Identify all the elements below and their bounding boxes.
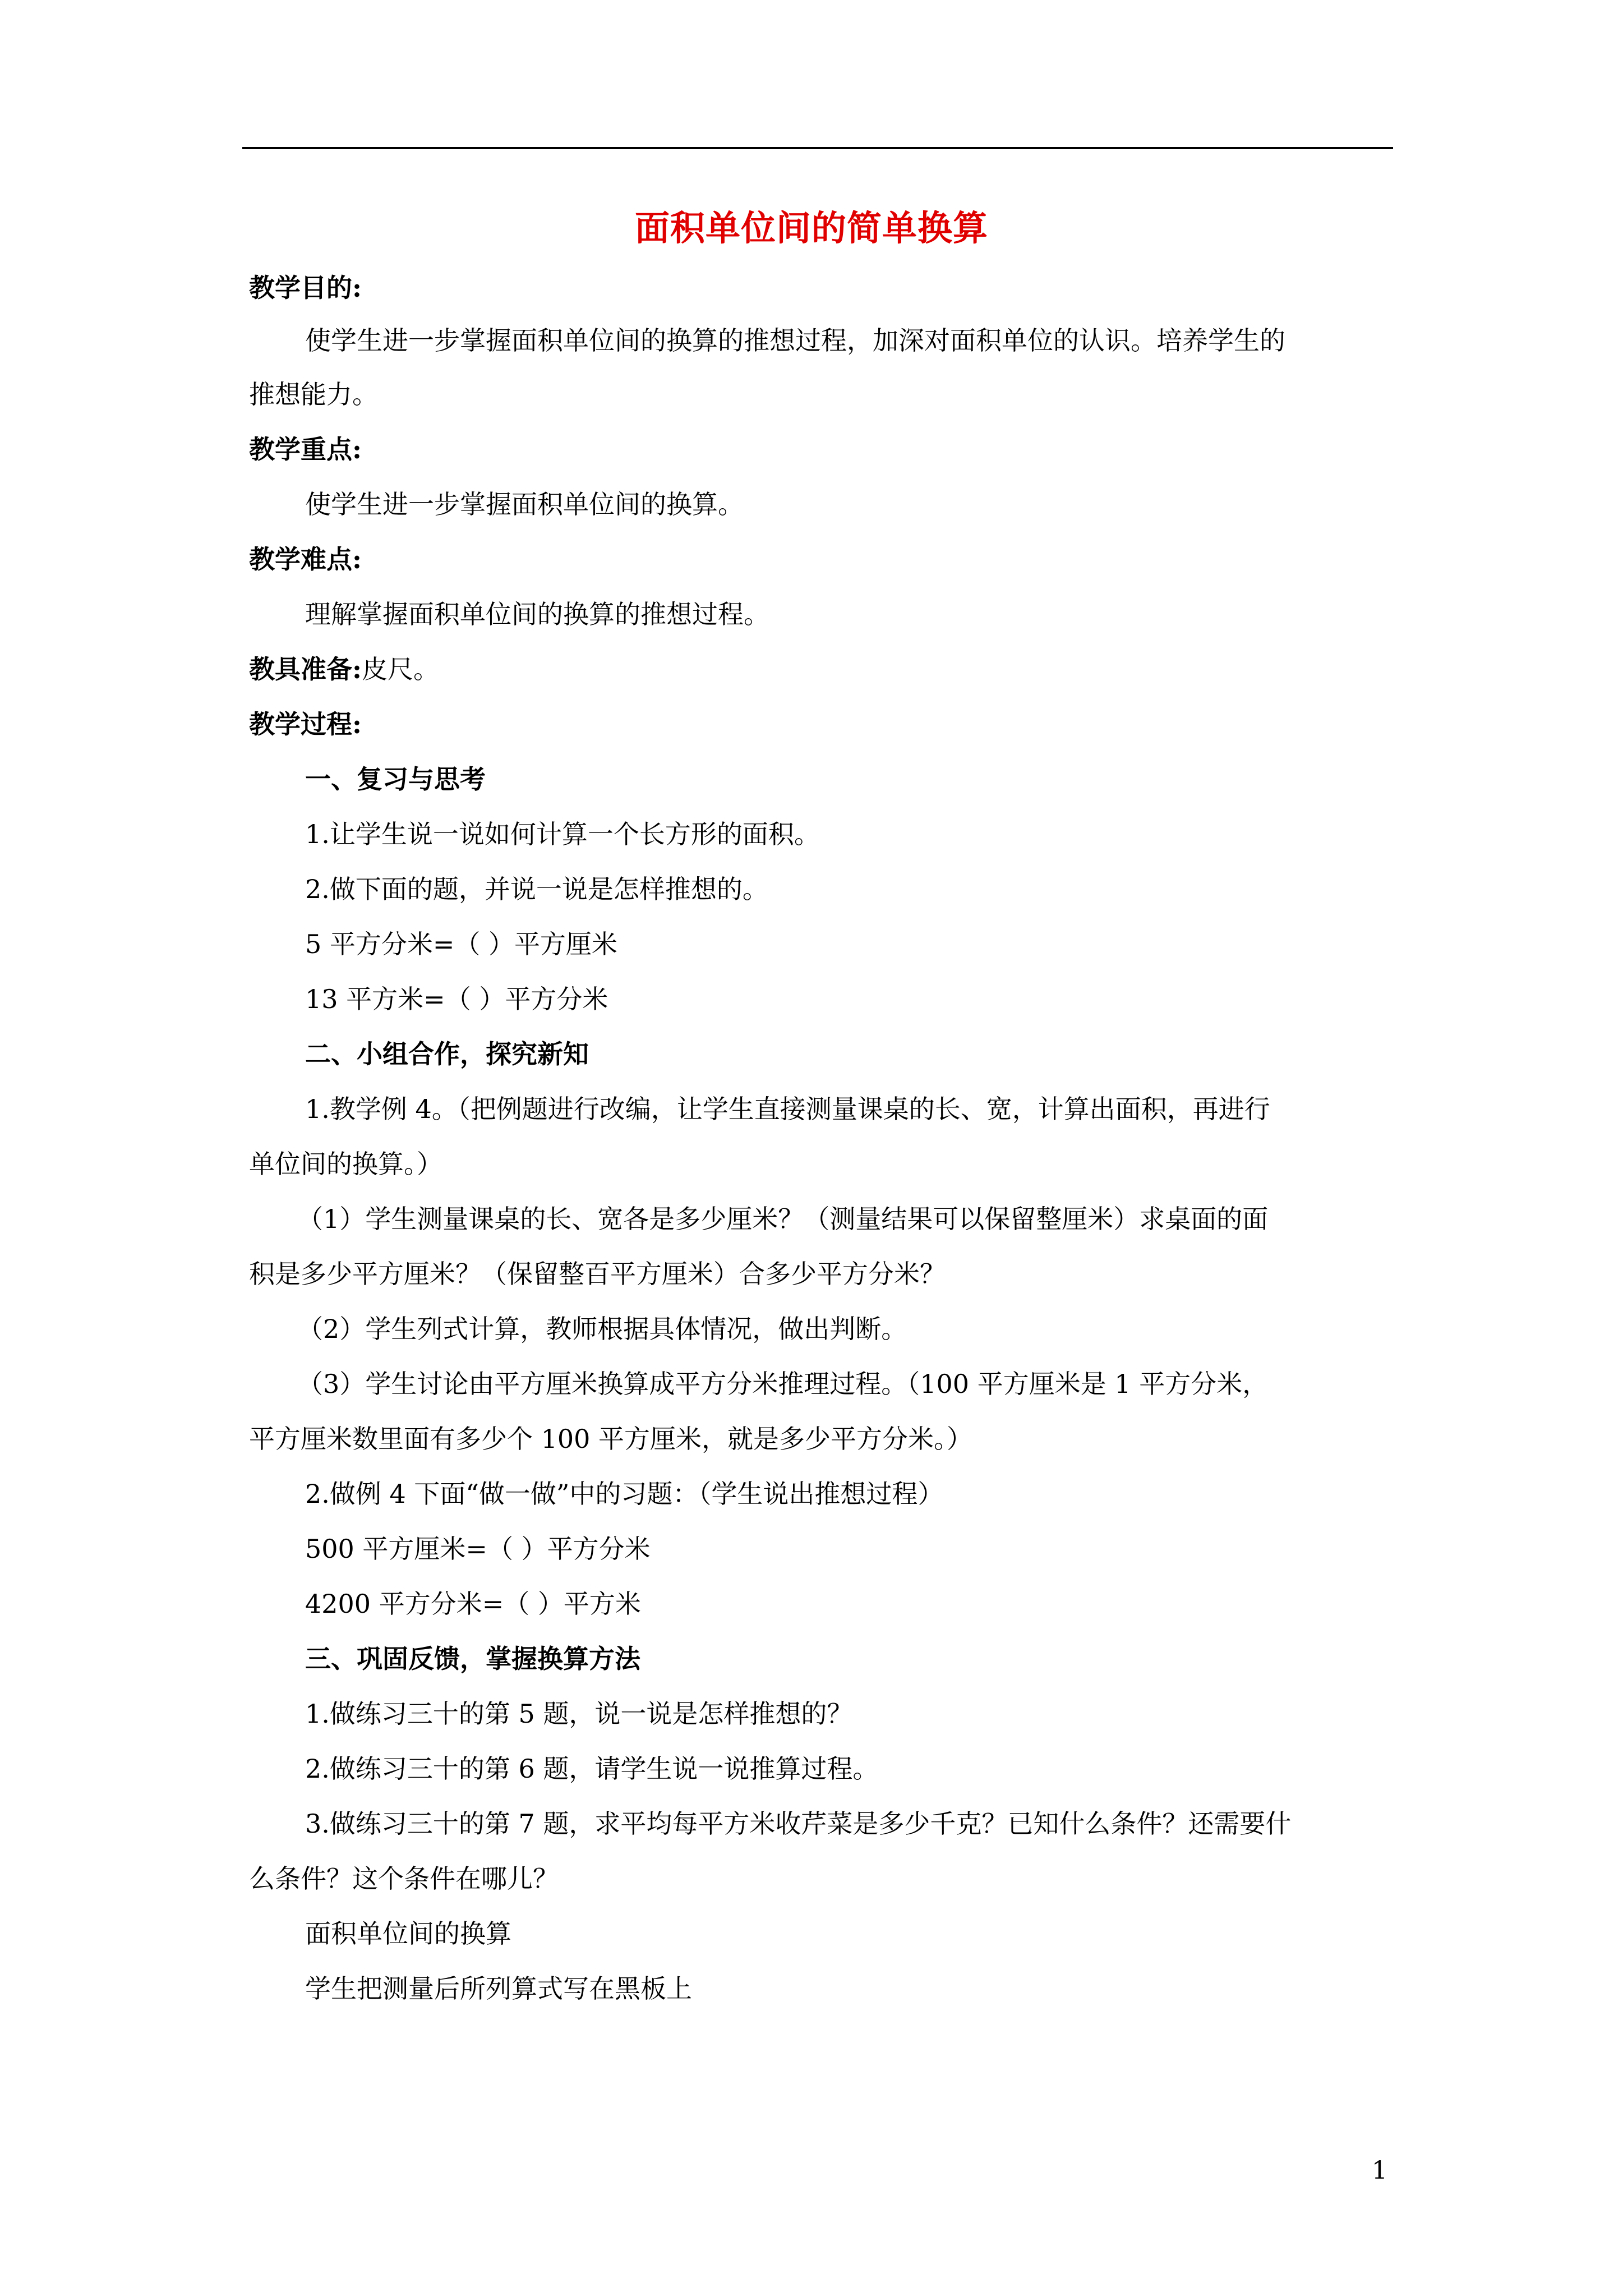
part2-sub2: （2）学生列式计算，教师根据具体情况，做出判断。 [297,1314,907,1344]
purpose-text-line2: 推想能力。 [249,379,378,409]
part1-exercise2: 13 平方米=（ ）平方分米 [305,984,608,1014]
part3-item1: 1.做练习三十的第 5 题，说一说是怎样推想的？ [305,1699,853,1729]
page-number: 1 [1372,2156,1387,2185]
tools-heading: 教具准备: [249,654,362,684]
key-points-heading: 教学重点: [249,434,362,464]
difficulty-heading: 教学难点: [249,544,362,574]
part2-exercise1: 500 平方厘米=（ ）平方分米 [305,1534,651,1564]
part2-item2: 2.做例 4 下面“做一做”中的习题：（学生说出推想过程） [305,1479,944,1509]
part2-sub3-line1: （3）学生讨论由平方厘米换算成平方分米推理过程。（100 平方厘米是 1 平方分米， [297,1369,1269,1399]
part3-item2: 2.做练习三十的第 6 题，请学生说一说推算过程。 [305,1754,879,1784]
part2-item1-line2: 单位间的换算。） [249,1149,442,1179]
tools-text: 皮尺。 [361,654,439,684]
purpose-heading: 教学目的: [249,273,362,303]
purpose-text-line1: 使学生进一步掌握面积单位间的换算的推想过程，加深对面积单位的认识。培养学生的 [305,325,1285,356]
part2-heading: 二、小组合作，探究新知 [305,1039,589,1069]
part3-heading: 三、巩固反馈，掌握换算方法 [305,1644,640,1674]
part1-item2: 2.做下面的题，并说一说是怎样推想的。 [305,874,768,904]
page-title: 面积单位间的简单换算 [634,208,988,249]
part1-item1: 1.让学生说一说如何计算一个长方形的面积。 [305,819,820,849]
part2-sub1-line2: 积是多少平方厘米？（保留整百平方厘米）合多少平方分米？ [249,1259,946,1289]
part2-exercise2: 4200 平方分米=（ ）平方米 [305,1589,641,1619]
header-rule [242,147,1393,149]
process-heading: 教学过程: [249,709,362,739]
part2-sub1-line1: （1）学生测量课桌的长、宽各是多少厘米？（测量结果可以保留整厘米）求桌面的面 [297,1204,1269,1234]
tools-line [249,650,1393,689]
board-note: 学生把测量后所列算式写在黑板上 [305,1973,692,2004]
part3-item3-line1: 3.做练习三十的第 7 题，求平均每平方米收芹菜是多少千克？已知什么条件？还需要什 [305,1809,1292,1839]
difficulty-text: 理解掌握面积单位间的换算的推想过程。 [305,599,769,629]
part2-item1-line1: 1.教学例 4。（把例题进行改编，让学生直接测量课桌的长、宽，计算出面积，再进行 [305,1094,1270,1124]
part1-heading: 一、复习与思考 [305,764,486,794]
part1-exercise1: 5 平方分米=（ ）平方厘米 [305,929,618,959]
key-points-text: 使学生进一步掌握面积单位间的换算。 [305,489,744,519]
part3-item3-line2: 么条件？这个条件在哪儿？ [249,1864,559,1894]
part2-sub3-line2: 平方厘米数里面有多少个 100 平方厘米，就是多少平方分米。） [249,1424,973,1454]
board-title: 面积单位间的换算 [305,1918,511,1949]
